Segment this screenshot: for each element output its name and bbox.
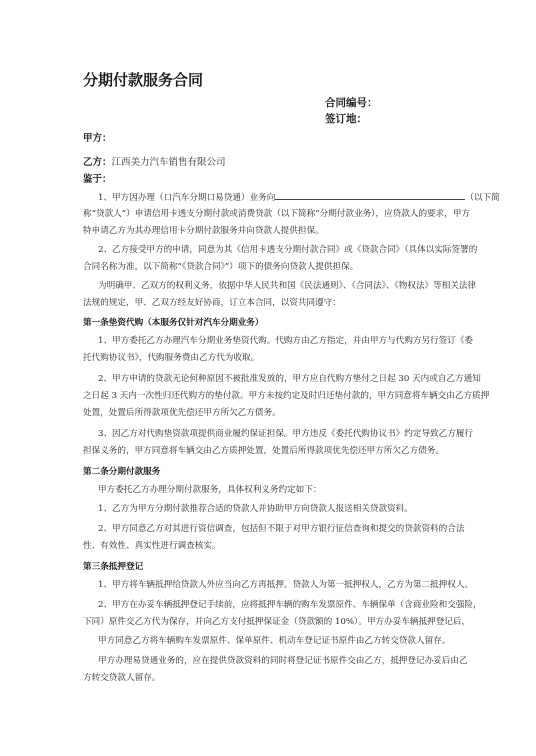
preamble-3-line-1: 为明确甲、乙双方的权利义务，依据中华人民共和国《民法通则》、《合同法》、《物权法》等相关法律: [98, 281, 477, 291]
article-1-clause-3-line-2: 担保义务的，甲方同意将车辆交由乙方质押处置，处置后所得款项优先偿还甲方所欠乙方债务。: [83, 446, 444, 456]
preamble-3-line-2: 法规的规定，甲、乙双方经友好协商，订立本合同，以资共同遵守：: [83, 298, 341, 308]
article-3-clause-2-line-3: 甲方同意乙方将车辆购车发票原件、保单原件、机动车登记证书原件由乙方转交贷款人留存。: [98, 636, 451, 646]
article-1-clause-1-line-1: 1、甲方委托乙方办理汽车分期业务垫资代购。代购方由乙方指定，并由甲方与代购方另行签订《委: [98, 336, 474, 346]
sign-place-label: 签订地：: [325, 113, 367, 125]
party-b-label: 乙方：: [83, 157, 112, 168]
article-2-clause-1: 1、乙方为甲方分期付款推荐合适的贷款人并协助甲方向贷款人报送相关贷款资料。: [98, 504, 413, 514]
article-3-clause-3-line-1: 甲方办理易贷通业务的，应在提供贷款资料的同时将登记证书原件交由乙方，抵押登记办妥后由乙: [98, 656, 468, 666]
article-1-clause-2-line-1: 2、甲方申请的贷款无论何种原因不被批准发放的，甲方应自代购方垫付之日起 30 天内或自乙方通知: [98, 374, 481, 384]
article-1-heading: 第一条垫资代购（本服务仅针对汽车分期业务）: [83, 318, 264, 328]
article-1-clause-1-line-2: 托代购协议书》，代购服务费由乙方代为收取。: [83, 353, 260, 363]
preamble-2-line-2: 合同名称为准，以下简称“《贷款合同》”）项下的债务向贷款人提供担保。: [83, 262, 359, 272]
article-3-clause-1: 1、甲方将车辆抵押给贷款人外应当向乙方再抵押。贷款人为第一抵押权人，乙方为第二抵押权人。: [98, 580, 474, 590]
article-2-heading: 第二条分期付款服务: [83, 467, 161, 477]
article-1-clause-3-line-1: 3、因乙方对代购垫资款项提供商业履约保证担保。甲方违反《委托代购协议书》约定导致乙方履行: [98, 429, 474, 439]
whereas-label: 鉴于：: [83, 174, 112, 185]
article-2-clause-2-line-1: 2、甲方同意乙方对其进行资信调查，包括但不限于对甲方银行征信查询和提交的贷款资料的合法: [98, 524, 465, 534]
party-a-label: 甲方：: [83, 133, 112, 144]
preamble-1-line-2: 称“贷款人”）申请信用卡透支分期付款或消费贷款（以下简称“分期付款业务），应贷款人的要求，甲方: [83, 209, 471, 219]
preamble-1-text: 1、甲方因办理（口汽车分期口易贷通）业务向: [98, 193, 276, 203]
preamble-1-line-3: 特申请乙方为其办理信用卡分期付款服务并向贷款人提供担保。: [83, 226, 324, 236]
preamble-1-line-1: [98, 191, 500, 204]
article-1-clause-2-line-2: 之日起 3 天内一次性归还代购方的垫付款。甲方未按约定及时归还垫付款的，甲方同意将车辆交由乙方质押: [83, 391, 490, 401]
lender-name-blank: [275, 191, 465, 200]
contract-number-label: 合同编号：: [325, 97, 378, 109]
party-b-line: [83, 150, 226, 169]
document-title: 分期付款服务合同: [83, 71, 204, 89]
article-3-heading: 第三条抵押登记: [83, 562, 144, 572]
article-1-clause-2-line-3: 处置，处置后所得款项优先偿还甲方所欠乙方债务。: [83, 408, 281, 418]
article-2-intro: 甲方委托乙方办理分期付款服务，具体权利义务约定如下：: [98, 485, 322, 495]
preamble-1-text-end: （以下简: [465, 193, 500, 203]
party-b-name: 江西美力汽车销售有限公司: [111, 157, 226, 168]
article-3-clause-3-line-2: 方转交贷款人留存。: [83, 673, 161, 683]
article-3-clause-2-line-1: 2、甲方在办妥车辆抵押登记手续前，应将抵押车辆的购车发票原件、车辆保单（含商业险和交强险，: [98, 600, 482, 610]
article-3-clause-2-line-2: 下同）原件交乙方代为保存，并向乙方支付抵押保证金（贷款额的 10%）。甲方办妥车辆抵押登记后，: [83, 617, 471, 627]
preamble-2-line-1: 2、乙方接受甲方的申请，同意为其《信用卡透支分期付款合同》或《贷款合同》（具体以实际签署的: [98, 245, 478, 255]
article-2-clause-2-line-2: 性、有效性、真实性进行调查核实。: [83, 541, 221, 551]
